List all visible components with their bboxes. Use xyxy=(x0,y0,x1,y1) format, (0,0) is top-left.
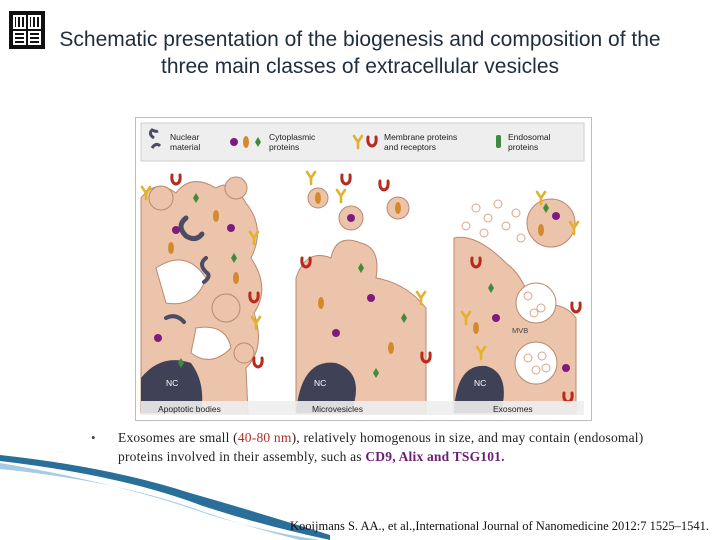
legend-nuclear-line2: material xyxy=(170,142,201,152)
orange-protein-icon xyxy=(243,136,249,148)
bullet-marker: • xyxy=(91,430,96,445)
citation: Kooijmans S. AA., et al.,International Journal of Nanomedicine 2012:7 1525–1541. xyxy=(290,519,710,533)
purple-protein-icon xyxy=(230,138,238,146)
panel-label-apoptotic: Apoptotic bodies xyxy=(158,404,221,414)
mvb-label: MVB xyxy=(512,326,529,335)
legend-membrane-line2: and receptors xyxy=(384,142,436,152)
protein-markers: CD9, Alix and TSG101. xyxy=(365,449,505,464)
legend-endosomal-line1: Endosomal xyxy=(508,132,551,142)
size-range: 40-80 nm xyxy=(237,430,292,445)
decorative-swoosh xyxy=(0,455,330,540)
apoptotic-bodies-panel xyxy=(141,175,262,413)
microvesicles-panel xyxy=(296,172,430,413)
legend-membrane-line1: Membrane proteins xyxy=(384,132,458,142)
bullet-part2: ), relatively homogenous in size, and may contain (endosomal) proteins involved in their assembly, such as xyxy=(118,430,644,464)
exosomes-panel xyxy=(454,192,580,413)
legend-nuclear-line1: Nuclear xyxy=(170,132,200,142)
panel-label-micro: Microvesicles xyxy=(312,404,364,414)
endosomal-protein-icon xyxy=(496,135,501,148)
nucleus-label-apoptotic: NC xyxy=(166,378,179,388)
panel-label-exo: Exosomes xyxy=(493,404,533,414)
bullet-part1: Exosomes are small ( xyxy=(118,430,238,445)
nucleus-label-exo: NC xyxy=(474,378,487,388)
legend-cytoplasmic-line1: Cytoplasmic xyxy=(269,132,316,142)
ev-schematic-figure xyxy=(135,117,592,421)
legend xyxy=(141,123,584,161)
legend-endosomal-line2: proteins xyxy=(508,142,539,152)
slide-title: Schematic presentation of the biogenesis and composition of the three main classes of extracellular vesicles xyxy=(59,28,661,78)
legend-cytoplasmic-line2: proteins xyxy=(269,142,300,152)
nucleus-label-micro: NC xyxy=(314,378,327,388)
